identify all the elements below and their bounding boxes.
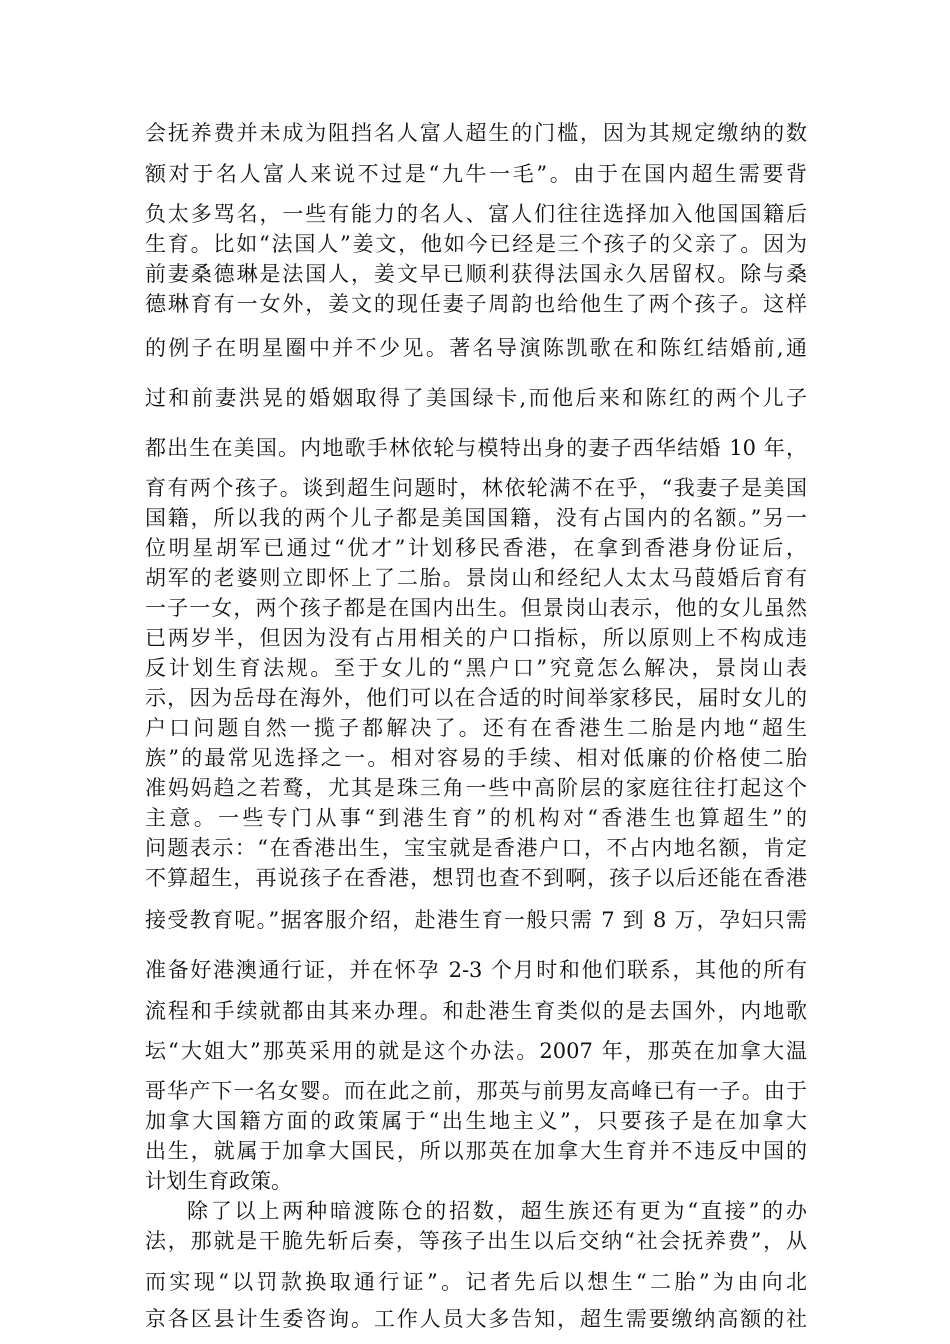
text-line-33: 法，那就是干脆先斩后奏，等孩子出生以后交纳“社会抚养费”，从 [145,1229,807,1253]
text-line-32: 除了以上两种暗渡陈仓的招数，超生族还有更为“直接”的办 [187,1199,807,1223]
text-line-20: 准妈妈趋之若鹜，尤其是珠三角一些中高阶层的家庭往往打起这个 [145,776,807,800]
text-line-1: 会抚养费并未成为阻挡名人富人超生的门槛，因为其规定缴纳的数 [145,121,807,145]
text-line-17: 示，因为岳母在海外，他们可以在合适的时间举家移民，届时女儿的 [145,686,807,710]
text-line-24: 接受教育呢。”据客服介绍，赴港生育一般只需 7 到 8 万，孕妇只需 [145,908,807,932]
text-line-26: 流程和手续就都由其来办理。和赴港生育类似的是去国外，内地歌 [145,999,807,1023]
text-line-2: 额对于名人富人来说不过是“九牛一毛”。由于在国内超生需要背 [145,162,807,186]
text-line-6: 德琳育有一女外，姜文的现任妻子周韵也给他生了两个孩子。这样 [145,292,807,316]
text-line-21: 主意。一些专门从事“到港生育”的机构对“香港生也算超生”的 [145,806,807,830]
text-line-4: 生育。比如“法国人”姜文，他如今已经是三个孩子的父亲了。因为 [145,232,807,256]
text-line-5: 前妻桑德琳是法国人，姜文早已顺利获得法国永久居留权。除与桑 [145,262,807,286]
text-line-18: 户口问题自然一揽子都解决了。还有在香港生二胎是内地“超生 [145,716,807,740]
text-line-14: 一子一女，两个孩子都是在国内出生。但景岗山表示，他的女儿虽然 [145,596,807,620]
text-line-30: 出生，就属于加拿大国民，所以那英在加拿大生育并不违反中国的 [145,1139,807,1163]
text-line-28: 哥华产下一名女婴。而在此之前，那英与前男友高峰已有一子。由于 [145,1079,807,1103]
text-line-25: 准备好港澳通行证，并在怀孕 2-3 个月时和他们联系，其他的所有 [145,958,807,982]
text-line-7: 的例子在明星圈中并不少见。著名导演陈凯歌在和陈红结婚前,通 [145,336,807,360]
text-line-13: 胡军的老婆则立即怀上了二胎。景岗山和经纪人太太马葭婚后育有 [145,566,807,590]
text-line-27: 坛“大姐大”那英采用的就是这个办法。2007 年，那英在加拿大温 [145,1039,807,1063]
text-line-12: 位明星胡军已通过“优才”计划移民香港，在拿到香港身份证后， [145,536,807,560]
text-line-16: 反计划生育法规。至于女儿的“黑户口”究竟怎么解决，景岗山表 [145,656,807,680]
text-line-15: 已两岁半，但因为没有占用相关的户口指标，所以原则上不构成违 [145,626,807,650]
text-line-23: 不算超生，再说孩子在香港，想罚也查不到啊，孩子以后还能在香港 [145,866,807,890]
text-line-9: 都出生在美国。内地歌手林依轮与模特出身的妻子西华结婚 10 年， [145,436,807,460]
text-line-29: 加拿大国籍方面的政策属于“出生地主义”，只要孩子是在加拿大 [145,1109,807,1133]
text-line-3: 负太多骂名，一些有能力的名人、富人们往往选择加入他国国籍后 [145,202,807,226]
text-line-19: 族”的最常见选择之一。相对容易的手续、相对低廉的价格使二胎 [145,746,807,770]
text-line-8: 过和前妻洪晃的婚姻取得了美国绿卡,而他后来和陈红的两个儿子 [145,386,807,410]
text-line-31: 计划生育政策。 [145,1169,292,1193]
text-line-22: 问题表示：“在香港出生，宝宝就是香港户口，不占内地名额，肯定 [145,836,807,860]
text-line-11: 国籍，所以我的两个儿子都是美国国籍，没有占国内的名额。”另一 [145,506,807,530]
text-line-35: 京各区县计生委咨询。工作人员大多告知，超生需要缴纳高额的社 [145,1307,807,1331]
text-line-34: 而实现“以罚款换取通行证”。记者先后以想生“二胎”为由向北 [145,1270,807,1294]
text-line-10: 育有两个孩子。谈到超生问题时，林依轮满不在乎，“我妻子是美国 [145,476,807,500]
